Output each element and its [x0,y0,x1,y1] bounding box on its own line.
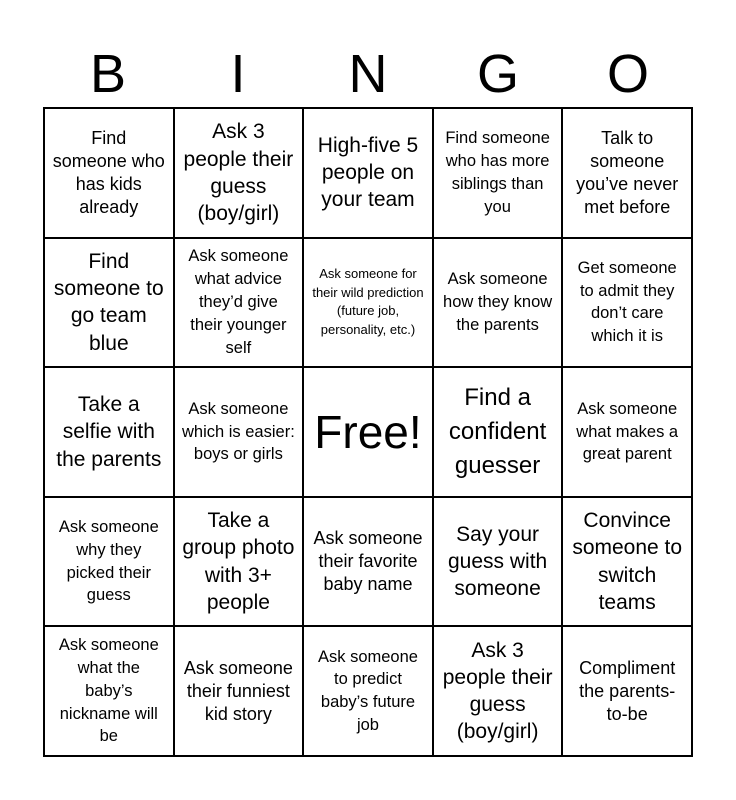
cell-text: Ask someone their favorite baby name [313,528,423,595]
cell-text: Ask someone what makes a great parent [576,399,679,464]
bingo-header [43,42,693,106]
cell-text: Ask someone how they know the parents [443,270,553,334]
cell-text: Find someone who has more siblings than you [445,129,550,216]
bingo-cell[interactable] [303,626,433,756]
cell-text: Ask someone what advice they’d give their younger self [188,247,289,357]
cell-text: Ask someone what the baby’s nickname will be [58,636,159,746]
cell-text: Ask 3 people their guess (boy/girl) [442,638,553,744]
bingo-cell[interactable] [174,238,304,368]
cell-text: Say your guess with someone [447,522,548,601]
free-space-cell[interactable] [303,367,433,497]
bingo-cell[interactable] [433,497,563,627]
cell-text: Find a confident guesser [448,383,547,480]
bingo-cell[interactable] [562,238,692,368]
bingo-cell[interactable] [174,367,304,497]
cell-text: Ask someone their funniest kid story [183,657,293,724]
bingo-cell[interactable] [174,497,304,627]
bingo-cell[interactable] [433,626,563,756]
cell-text: Find someone who has kids already [52,127,165,217]
bingo-cell[interactable] [562,367,692,497]
bingo-cell[interactable] [44,238,174,368]
bingo-cell[interactable] [562,626,692,756]
cell-text: Take a group photo with 3+ people [182,509,295,614]
cell-text: Ask someone to predict baby’s future job [318,647,418,734]
cell-text: High-five 5 people on your team [317,133,419,212]
bingo-cell[interactable] [303,238,433,368]
bingo-cell[interactable] [433,367,563,497]
bingo-cell[interactable] [174,626,304,756]
cell-text: Get someone to admit they don’t care which it is [577,258,677,346]
bingo-cell[interactable] [44,108,174,238]
bingo-cell[interactable] [44,367,174,497]
bingo-cell[interactable] [44,626,174,756]
cell-text: Convince someone to switch teams [572,509,683,614]
cell-text: Compliment the parents-to-be [579,657,676,724]
bingo-card [43,107,693,757]
header-letter-n: N [348,44,388,104]
header-letter-i: I [230,44,246,104]
bingo-cell[interactable] [433,108,563,238]
cell-text: Find someone to go team blue [53,249,164,355]
cell-text: Ask someone which is easier: boys or girls [181,399,295,464]
header-letter-o: O [606,44,649,104]
bingo-cell[interactable] [303,108,433,238]
bingo-cell[interactable] [562,497,692,627]
bingo-cell[interactable] [562,108,692,238]
header-letter-g: G [476,44,519,104]
bingo-cell[interactable] [303,497,433,627]
bingo-cell[interactable] [174,108,304,238]
bingo-cell[interactable] [433,238,563,368]
header-letter-b: B [89,44,127,104]
cell-text: Talk to someone you’ve never met before [576,127,679,217]
cell-text: Ask someone why they picked their guess [58,518,159,605]
cell-text: Take a selfie with the parents [56,393,162,471]
cell-text: Ask 3 people their guess (boy/girl) [183,120,294,226]
free-space-text: Free! [314,405,422,458]
cell-text: Ask someone for their wild prediction (future job, personality, etc.) [312,266,424,337]
bingo-cell[interactable] [44,497,174,627]
